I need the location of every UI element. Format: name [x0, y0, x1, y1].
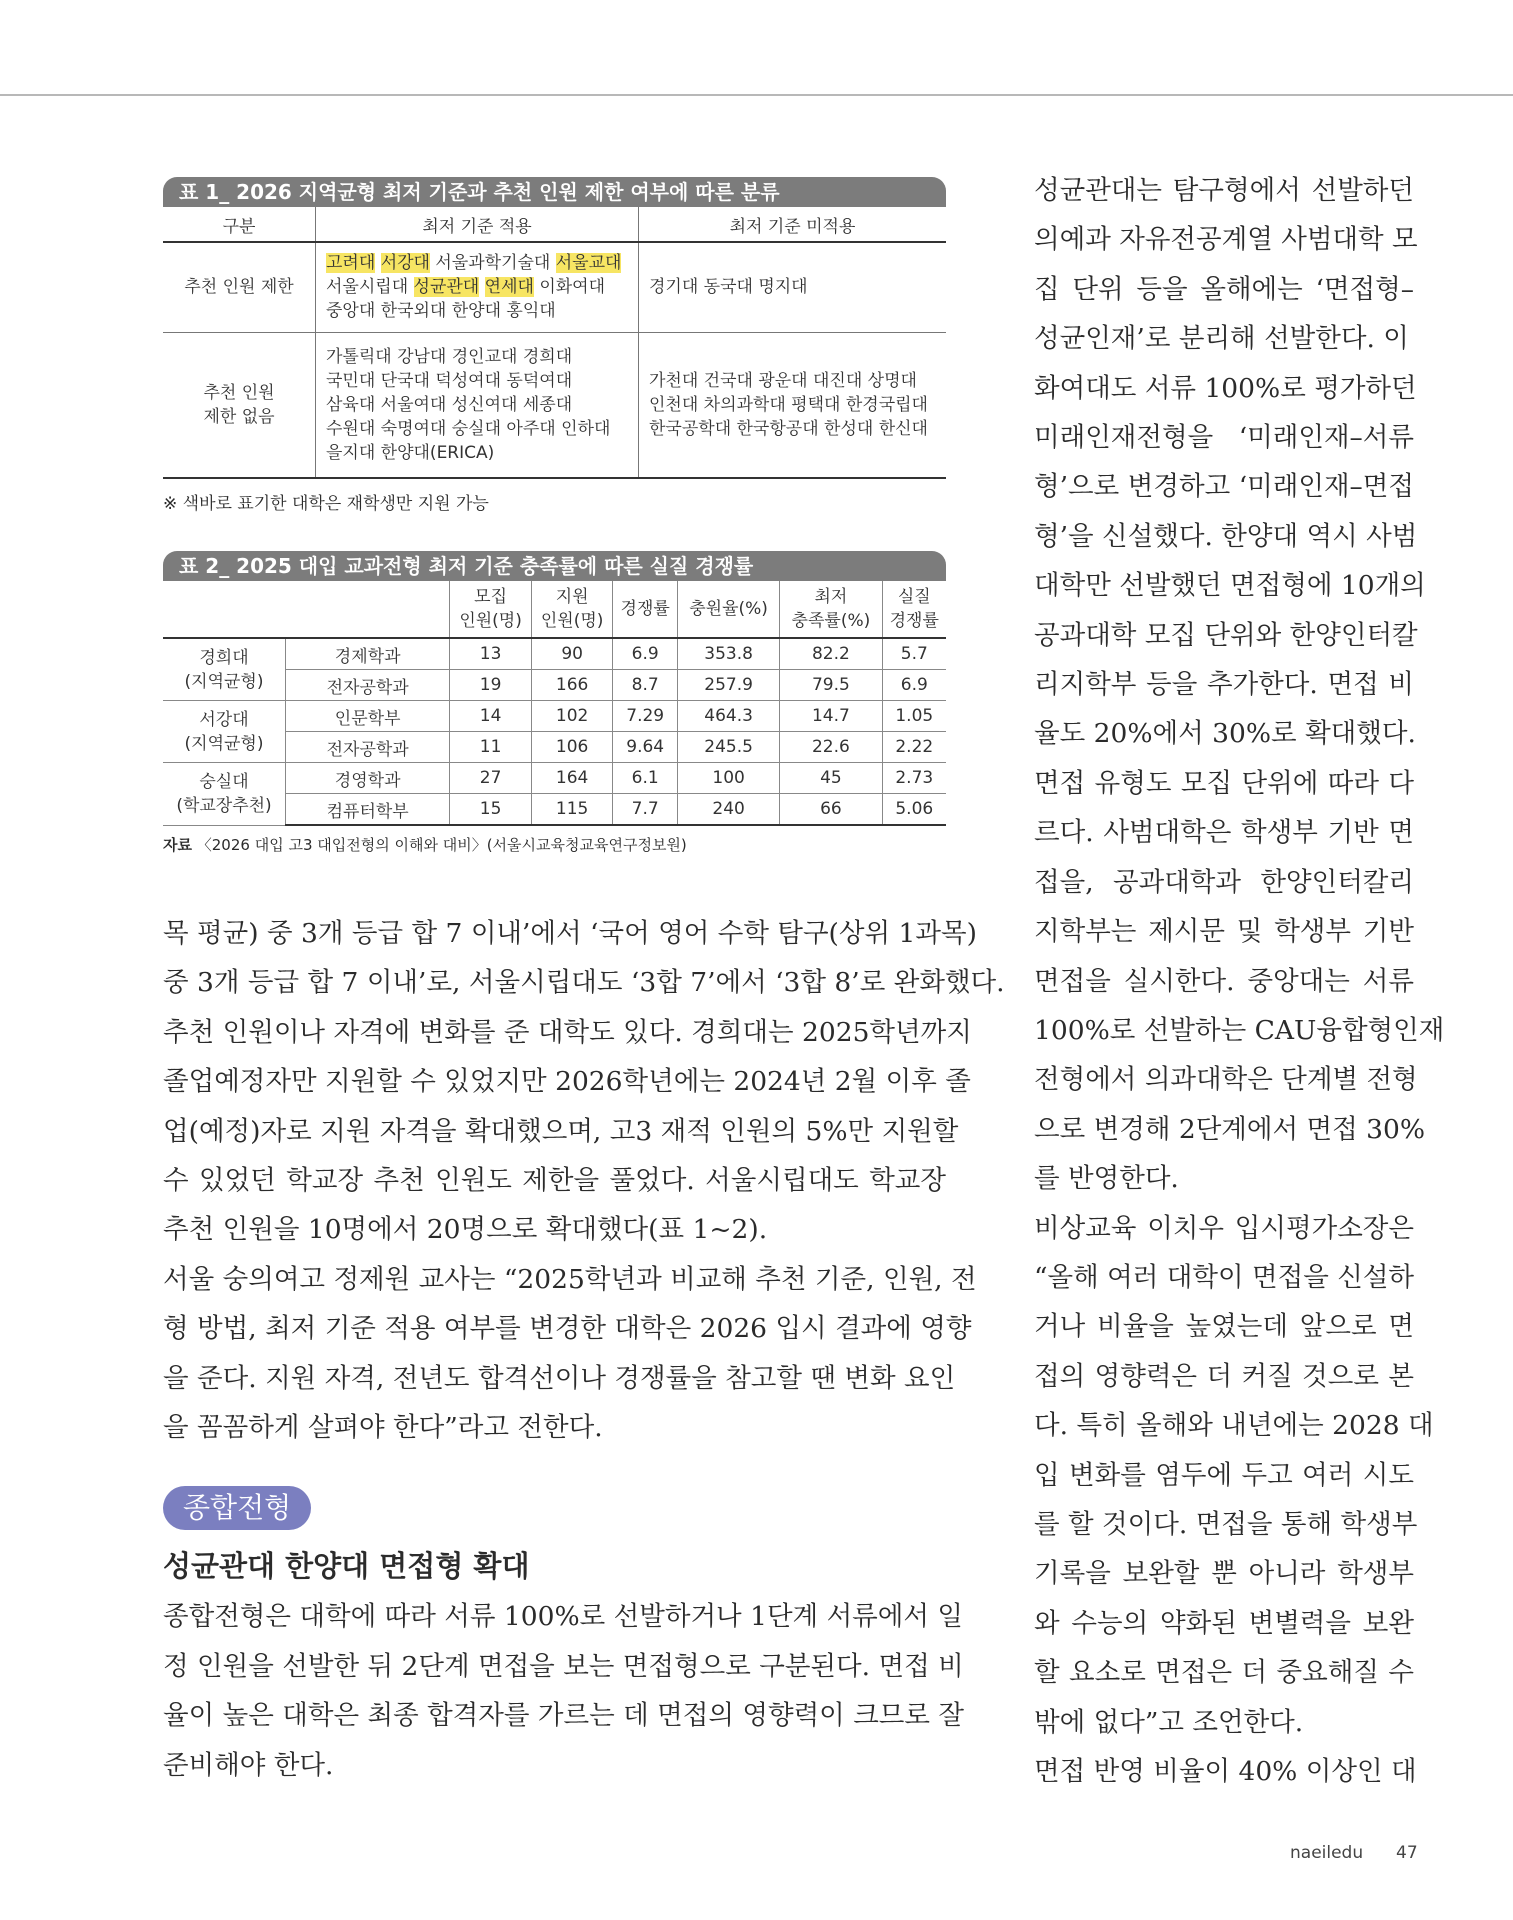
value-cell: 90 — [531, 638, 613, 670]
table1-title: 표 1_ 2026 지역균형 최저 기준과 추천 인원 제한 여부에 따른 분류 — [163, 177, 946, 207]
table2-grid — [163, 581, 946, 826]
text-line: 100%로 선발하는 CAU융합형인재 — [1034, 1014, 1445, 1046]
text-line: 기록을 보완할 뿐 아니라 학생부 — [1034, 1558, 1414, 1590]
text-line: 밖에 없다”고 조언한다. — [1034, 1706, 1304, 1738]
table1-header-category: 구분 — [163, 207, 316, 242]
value-cell: 6.9 — [882, 670, 946, 701]
value-cell: 245.5 — [677, 732, 779, 763]
table1-row2-not-applied — [639, 332, 947, 478]
text-line: 접을, 공과대학과 한양인터칼리 — [1034, 866, 1414, 898]
table2-body — [163, 638, 946, 825]
text-line: “올해 여러 대학이 면접을 신설하 — [1034, 1261, 1415, 1293]
text-line: 전형에서 의과대학은 단계별 전형 — [1034, 1064, 1418, 1096]
university-text: 중앙대 한국외대 한양대 홍익대 — [326, 301, 556, 322]
table2-header: 실질 경쟁률 — [882, 581, 946, 638]
text-line: 면접을 실시한다. 중앙대는 서류 — [1034, 965, 1414, 997]
university-cell: 숭실대 (학교장추천) — [163, 763, 286, 826]
page-number: 47 — [1396, 1843, 1418, 1863]
text-line: 을 꼼꼼하게 살펴야 한다”라고 전한다. — [163, 1412, 603, 1444]
right-column — [1034, 166, 1445, 1796]
value-cell: 2.73 — [882, 763, 946, 794]
text-line: 중 3개 등급 합 7 이내’로, 서울시립대도 ‘3합 7’에서 ‘3합 8’로 완화했다. — [163, 967, 1005, 999]
university-line: 을지대 한양대(ERICA) — [326, 442, 495, 463]
text-line: 를 반영한다. — [1034, 1163, 1179, 1195]
table2 — [163, 551, 946, 856]
value-cell: 164 — [531, 763, 613, 794]
value-cell: 79.5 — [780, 670, 882, 701]
university-cell: 경희대 (지역균형) — [163, 638, 286, 701]
text-line: 르다. 사범대학은 학생부 기반 면 — [1034, 817, 1414, 849]
text-line: 의예과 자유전공계열 사범대학 모 — [1034, 224, 1418, 256]
value-cell: 166 — [531, 670, 613, 701]
value-cell: 353.8 — [677, 638, 779, 670]
text-line: 을 준다. 지원 자격, 전년도 합격선이나 경쟁률을 참고할 땐 변화 요인 — [163, 1362, 956, 1394]
value-cell: 1.05 — [882, 701, 946, 732]
university-line: 한국공학대 한국항공대 한성대 한신대 — [649, 418, 928, 439]
text-line: 대학만 선발했던 면접형에 10개의 — [1034, 570, 1426, 602]
value-cell: 115 — [531, 794, 613, 826]
text-line: 할 요소로 면접은 더 중요해질 수 — [1034, 1657, 1414, 1689]
value-cell: 5.06 — [882, 794, 946, 826]
table1-row2-applied — [316, 332, 639, 478]
text-line: 입 변화를 염두에 두고 여러 시도 — [1034, 1459, 1414, 1491]
text-line: 준비해야 한다. — [163, 1749, 334, 1781]
top-rule — [0, 94, 1513, 96]
university-line: 국민대 단국대 덕성여대 동덕여대 — [326, 370, 573, 391]
category-line: 추천 인원 — [203, 382, 275, 403]
table2-header: 최저 충족률(%) — [780, 581, 882, 638]
table1 — [163, 177, 946, 517]
university-cell: 서강대 (지역균형) — [163, 701, 286, 763]
value-cell: 2.22 — [882, 732, 946, 763]
section-badge: 종합전형 — [163, 1486, 311, 1530]
value-cell: 100 — [677, 763, 779, 794]
text-line: 수 있었던 학교장 추천 인원도 제한을 풀었다. 서울시립대도 학교장 — [163, 1165, 946, 1197]
text-line: 업(예정)자로 지원 자격을 확대했으며, 고3 재적 인원의 5%만 지원할 — [163, 1115, 959, 1147]
value-cell: 82.2 — [780, 638, 882, 670]
text-line: 형 방법, 최저 기준 적용 여부를 변경한 대학은 2026 입시 결과에 영향 — [163, 1313, 972, 1345]
text-line: 면접 유형도 모집 단위에 따라 다 — [1034, 767, 1414, 799]
text-line: 목 평균) 중 3개 등급 합 7 이내’에서 ‘국어 영어 수학 탐구(상위 1과목) — [163, 918, 977, 949]
university-line: 수원대 숙명여대 숭실대 아주대 인하대 — [326, 418, 611, 439]
left-body-text-2 — [163, 1592, 965, 1790]
left-column — [163, 177, 1005, 1790]
table2-header: 충원율(%) — [677, 581, 779, 638]
table-row — [163, 638, 946, 670]
table-row — [163, 763, 946, 794]
highlighted-university: 서울교대 — [555, 253, 622, 274]
value-cell: 6.9 — [613, 638, 678, 670]
university-text: 이화여대 — [539, 277, 606, 298]
table2-source — [163, 834, 946, 856]
university-line: 가천대 건국대 광운대 대진대 상명대 — [649, 370, 917, 391]
value-cell: 7.29 — [613, 701, 678, 732]
text-line: 다. 특히 올해와 내년에는 2028 대 — [1034, 1410, 1434, 1442]
dept-cell: 경제학과 — [286, 638, 450, 670]
table2-header: 지원 인원(명) — [531, 581, 613, 638]
university-line: 삼육대 서울여대 성신여대 세종대 — [326, 394, 573, 415]
table1-grid — [163, 207, 946, 479]
dept-cell: 전자공학과 — [286, 732, 450, 763]
text-line: 를 할 것이다. 면접을 통해 학생부 — [1034, 1508, 1418, 1540]
text-line: 와 수능의 약화된 변별력을 보완 — [1034, 1607, 1414, 1639]
text-line: 화여대도 서류 100%로 평가하던 — [1034, 372, 1417, 404]
value-cell: 66 — [780, 794, 882, 826]
footer-brand: naeiledu — [1290, 1843, 1364, 1863]
table2-header: 모집 인원(명) — [450, 581, 532, 638]
table1-header-not-applied: 최저 기준 미적용 — [639, 207, 947, 242]
value-cell: 5.7 — [882, 638, 946, 670]
table2-title: 표 2_ 2025 대입 교과전형 최저 기준 충족률에 따른 실질 경쟁률 — [163, 551, 946, 581]
right-body-text — [1034, 166, 1445, 1796]
text-line: 미래인재전형을 ‘미래인재–서류 — [1034, 422, 1414, 454]
table1-row1-applied — [316, 242, 639, 332]
value-cell: 13 — [450, 638, 532, 670]
text-line: 형’으로 변경하고 ‘미래인재–면접 — [1034, 471, 1414, 503]
value-cell: 7.7 — [613, 794, 678, 826]
text-line: 성균관대는 탐구형에서 선발하던 — [1034, 175, 1414, 206]
value-cell: 14 — [450, 701, 532, 732]
table2-header-blank — [163, 581, 450, 638]
text-line: 추천 인원이나 자격에 변화를 준 대학도 있다. 경희대는 2025학년까지 — [163, 1016, 972, 1048]
value-cell: 19 — [450, 670, 532, 701]
value-cell: 22.6 — [780, 732, 882, 763]
text-line: 졸업예정자만 지원할 수 있었지만 2026학년에는 2024년 2월 이후 졸 — [163, 1066, 971, 1098]
left-body-text — [163, 909, 1005, 1452]
text-line: 집 단위 등을 올해에는 ‘면접형– — [1034, 273, 1414, 305]
text-line: 면접 반영 비율이 40% 이상인 대 — [1034, 1756, 1417, 1787]
section-header — [163, 1486, 946, 1530]
highlighted-university: 서강대 — [380, 253, 430, 274]
value-cell: 9.64 — [613, 732, 678, 763]
highlighted-university: 고려대 — [326, 253, 376, 274]
value-cell: 240 — [677, 794, 779, 826]
value-cell: 11 — [450, 732, 532, 763]
table1-header-applied: 최저 기준 적용 — [316, 207, 639, 242]
source-text: 〈2026 대입 고3 대입전형의 이해와 대비〉(서울시교육청교육연구정보원) — [196, 836, 687, 854]
text-line: 리지학부 등을 추가한다. 면접 비 — [1034, 669, 1414, 701]
text-line: 비상교육 이치우 입시평가소장은 — [1034, 1212, 1414, 1244]
source-label: 자료 — [163, 836, 192, 854]
university-line: 인천대 차의과학대 평택대 한경국립대 — [649, 394, 928, 415]
dept-cell: 경영학과 — [286, 763, 450, 794]
value-cell: 45 — [780, 763, 882, 794]
text-line: 율도 20%에서 30%로 확대했다. — [1034, 718, 1416, 750]
value-cell: 6.1 — [613, 763, 678, 794]
table1-row1-not-applied: 경기대 동국대 명지대 — [639, 242, 947, 332]
value-cell: 102 — [531, 701, 613, 732]
dept-cell: 전자공학과 — [286, 670, 450, 701]
dept-cell: 컴퓨터학부 — [286, 794, 450, 826]
text-line: 성균인재’로 분리해 선발한다. 이 — [1034, 323, 1409, 355]
table1-row2-category — [163, 332, 316, 478]
value-cell: 464.3 — [677, 701, 779, 732]
text-line: 종합전형은 대학에 따라 서류 100%로 선발하거나 1단계 서류에서 일 — [163, 1601, 963, 1633]
text-line: 서울 숭의여고 정제원 교사는 “2025학년과 비교해 추천 기준, 인원, 전 — [163, 1263, 977, 1295]
value-cell: 106 — [531, 732, 613, 763]
dept-cell: 인문학부 — [286, 701, 450, 732]
table1-row1-category: 추천 인원 제한 — [163, 242, 316, 332]
text-line: 접의 영향력은 더 커질 것으로 본 — [1034, 1360, 1414, 1392]
text-line: 정 인원을 선발한 뒤 2단계 면접을 보는 면접형으로 구분된다. 면접 비 — [163, 1650, 964, 1682]
university-text: 서울시립대 — [326, 277, 409, 298]
text-line: 추천 인원을 10명에서 20명으로 확대했다(표 1~2). — [163, 1214, 768, 1246]
highlighted-university: 성균관대 — [413, 277, 480, 298]
value-cell: 8.7 — [613, 670, 678, 701]
text-line: 공과대학 모집 단위와 한양인터칼 — [1034, 619, 1418, 651]
value-cell: 27 — [450, 763, 532, 794]
text-line: 거나 비율을 높였는데 앞으로 면 — [1034, 1311, 1414, 1343]
table2-header: 경쟁률 — [613, 581, 678, 638]
value-cell: 14.7 — [780, 701, 882, 732]
university-line: 가톨릭대 강남대 경인교대 경희대 — [326, 346, 573, 367]
table1-note: ※ 색바로 표기한 대학은 재학생만 지원 가능 — [163, 494, 489, 514]
table-row — [163, 701, 946, 732]
value-cell: 15 — [450, 794, 532, 826]
text-line: 율이 높은 대학은 최종 합격자를 가르는 데 면접의 영향력이 크므로 잘 — [163, 1700, 965, 1732]
text-line: 지학부는 제시문 및 학생부 기반 — [1034, 916, 1414, 948]
section-subhead: 성균관대 한양대 면접형 확대 — [163, 1549, 530, 1584]
value-cell: 257.9 — [677, 670, 779, 701]
highlighted-university: 연세대 — [484, 277, 534, 298]
category-line: 제한 없음 — [203, 406, 275, 427]
text-line: 형’을 신설했다. 한양대 역시 사범 — [1034, 520, 1418, 552]
text-line: 으로 변경해 2단계에서 면접 30% — [1034, 1113, 1426, 1145]
university-text: 서울과학기술대 — [435, 253, 551, 274]
